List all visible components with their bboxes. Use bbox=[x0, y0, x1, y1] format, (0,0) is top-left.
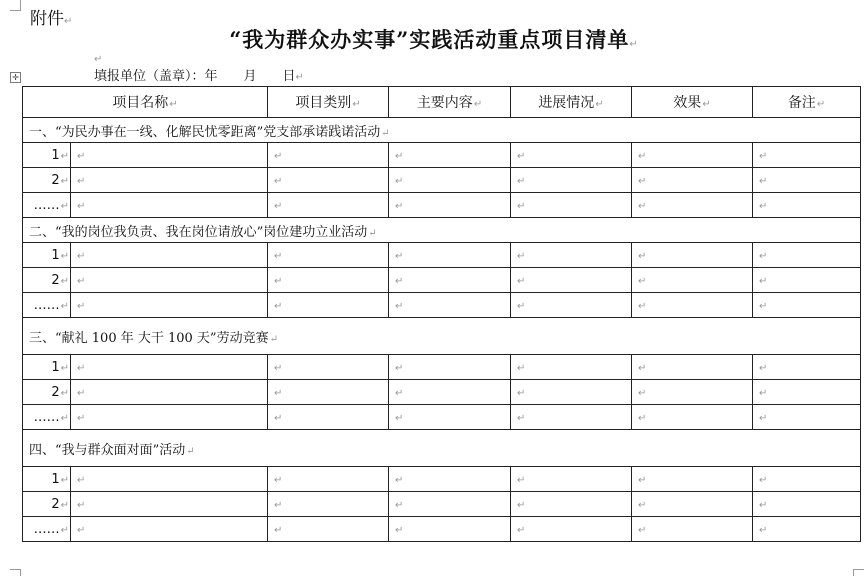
section-row bbox=[23, 218, 861, 243]
table-cell[interactable]: ↵ bbox=[71, 143, 268, 168]
table-cell[interactable]: ↵ bbox=[389, 467, 511, 492]
table-cell[interactable]: ↵ bbox=[632, 193, 753, 218]
row-number: 1↵ bbox=[23, 355, 71, 380]
section-row bbox=[23, 318, 861, 355]
column-header: 进展情况↵ bbox=[511, 87, 632, 118]
table-row bbox=[23, 492, 861, 517]
table-cell[interactable]: ↵ bbox=[753, 293, 861, 318]
table-cell[interactable]: ↵ bbox=[753, 243, 861, 268]
table-row bbox=[23, 268, 861, 293]
table-cell[interactable]: ↵ bbox=[511, 380, 632, 405]
table-cell[interactable]: ↵ bbox=[753, 193, 861, 218]
row-number: ……↵ bbox=[23, 293, 71, 318]
table-cell[interactable]: ↵ bbox=[632, 355, 753, 380]
table-cell[interactable]: ↵ bbox=[511, 268, 632, 293]
row-number: ……↵ bbox=[23, 405, 71, 430]
table-move-handle-icon[interactable]: ✛ bbox=[10, 72, 21, 83]
table-cell[interactable]: ↵ bbox=[632, 168, 753, 193]
section-title: 四、“我与群众面对面”活动↵ bbox=[23, 430, 861, 467]
table-cell[interactable]: ↵ bbox=[511, 143, 632, 168]
table-cell[interactable]: ↵ bbox=[71, 268, 268, 293]
table-cell[interactable]: ↵ bbox=[511, 168, 632, 193]
table-cell[interactable]: ↵ bbox=[632, 293, 753, 318]
table-cell[interactable]: ↵ bbox=[71, 193, 268, 218]
table-cell[interactable]: ↵ bbox=[632, 143, 753, 168]
table-cell[interactable]: ↵ bbox=[268, 268, 389, 293]
table-row bbox=[23, 517, 861, 542]
row-number: 1↵ bbox=[23, 243, 71, 268]
row-number: 1↵ bbox=[23, 467, 71, 492]
table-row bbox=[23, 293, 861, 318]
table-row bbox=[23, 243, 861, 268]
table-cell[interactable]: ↵ bbox=[71, 243, 268, 268]
table-cell[interactable]: ↵ bbox=[71, 492, 268, 517]
table-cell[interactable]: ↵ bbox=[511, 193, 632, 218]
table-cell[interactable]: ↵ bbox=[71, 380, 268, 405]
paragraph-mark: ↵ bbox=[94, 54, 103, 65]
table-cell[interactable]: ↵ bbox=[753, 492, 861, 517]
table-row bbox=[23, 467, 861, 492]
table-cell[interactable]: ↵ bbox=[511, 355, 632, 380]
table-cell[interactable]: ↵ bbox=[268, 405, 389, 430]
table-cell[interactable]: ↵ bbox=[389, 143, 511, 168]
section-title: 二、“我的岗位我负责、我在岗位请放心”岗位建功立业活动↵ bbox=[23, 218, 861, 243]
table-cell[interactable]: ↵ bbox=[268, 168, 389, 193]
table-cell[interactable]: ↵ bbox=[268, 380, 389, 405]
table-cell[interactable]: ↵ bbox=[753, 168, 861, 193]
table-row bbox=[23, 168, 861, 193]
row-number: 2↵ bbox=[23, 492, 71, 517]
table-cell[interactable]: ↵ bbox=[268, 243, 389, 268]
table-cell[interactable]: ↵ bbox=[753, 143, 861, 168]
table-cell[interactable]: ↵ bbox=[268, 467, 389, 492]
row-number: 2↵ bbox=[23, 268, 71, 293]
table-cell[interactable]: ↵ bbox=[511, 243, 632, 268]
page-corner-mark bbox=[853, 569, 864, 576]
table-cell[interactable]: ↵ bbox=[389, 193, 511, 218]
attachment-label: 附件↵ bbox=[30, 9, 73, 29]
project-list-table bbox=[22, 86, 861, 542]
table-cell[interactable]: ↵ bbox=[511, 517, 632, 542]
column-header: 项目类别↵ bbox=[268, 87, 389, 118]
table-cell[interactable]: ↵ bbox=[753, 405, 861, 430]
row-number: 1↵ bbox=[23, 143, 71, 168]
table-cell[interactable]: ↵ bbox=[632, 492, 753, 517]
table-cell[interactable]: ↵ bbox=[632, 405, 753, 430]
table-header-row bbox=[23, 87, 861, 118]
table-cell[interactable]: ↵ bbox=[389, 405, 511, 430]
table-cell[interactable]: ↵ bbox=[753, 467, 861, 492]
table-cell[interactable]: ↵ bbox=[511, 467, 632, 492]
table-cell[interactable]: ↵ bbox=[71, 405, 268, 430]
column-header: 备注↵ bbox=[753, 87, 861, 118]
table-cell[interactable]: ↵ bbox=[511, 405, 632, 430]
table-cell[interactable]: ↵ bbox=[632, 467, 753, 492]
row-number: 2↵ bbox=[23, 380, 71, 405]
row-number: ……↵ bbox=[23, 517, 71, 542]
section-row bbox=[23, 430, 861, 467]
section-title: 一、“为民办事在一线、化解民忧零距离”党支部承诺践诺活动↵ bbox=[23, 118, 861, 143]
table-cell[interactable]: ↵ bbox=[753, 380, 861, 405]
column-header: 主要内容↵ bbox=[389, 87, 511, 118]
table-cell[interactable]: ↵ bbox=[632, 243, 753, 268]
table-cell[interactable]: ↵ bbox=[268, 143, 389, 168]
table-cell[interactable]: ↵ bbox=[632, 268, 753, 293]
table-cell[interactable]: ↵ bbox=[632, 517, 753, 542]
table-cell[interactable]: ↵ bbox=[389, 243, 511, 268]
table-cell[interactable]: ↵ bbox=[389, 293, 511, 318]
table-cell[interactable]: ↵ bbox=[389, 380, 511, 405]
table-cell[interactable]: ↵ bbox=[389, 355, 511, 380]
table-row bbox=[23, 380, 861, 405]
column-header: 效果↵ bbox=[632, 87, 753, 118]
table-cell[interactable]: ↵ bbox=[511, 293, 632, 318]
row-number: 2↵ bbox=[23, 168, 71, 193]
document-title: “我为群众办实事”实践活动重点项目清单↵ bbox=[229, 27, 639, 52]
section-row bbox=[23, 118, 861, 143]
table-row bbox=[23, 143, 861, 168]
page-corner-mark bbox=[10, 569, 21, 576]
table-cell[interactable]: ↵ bbox=[753, 268, 861, 293]
table-cell[interactable]: ↵ bbox=[268, 517, 389, 542]
table-cell[interactable]: ↵ bbox=[71, 293, 268, 318]
table-cell[interactable]: ↵ bbox=[753, 517, 861, 542]
table-row bbox=[23, 355, 861, 380]
column-header: 项目名称↵ bbox=[23, 87, 268, 118]
fill-unit-line: 填报单位（盖章）：年 月 日↵ bbox=[94, 69, 304, 84]
table-cell[interactable]: ↵ bbox=[268, 492, 389, 517]
table-cell[interactable]: ↵ bbox=[389, 517, 511, 542]
table-cell[interactable]: ↵ bbox=[632, 380, 753, 405]
table-cell[interactable]: ↵ bbox=[71, 355, 268, 380]
row-number: ……↵ bbox=[23, 193, 71, 218]
table-cell[interactable]: ↵ bbox=[268, 193, 389, 218]
table-row bbox=[23, 405, 861, 430]
table-cell[interactable]: ↵ bbox=[389, 268, 511, 293]
table-cell[interactable]: ↵ bbox=[389, 492, 511, 517]
table-cell[interactable]: ↵ bbox=[71, 517, 268, 542]
table-cell[interactable]: ↵ bbox=[71, 467, 268, 492]
page-corner-mark bbox=[10, 0, 21, 11]
table-cell[interactable]: ↵ bbox=[511, 492, 632, 517]
table-cell[interactable]: ↵ bbox=[268, 355, 389, 380]
table-cell[interactable]: ↵ bbox=[268, 293, 389, 318]
table-row bbox=[23, 193, 861, 218]
table-cell[interactable]: ↵ bbox=[71, 168, 268, 193]
section-title: 三、“献礼 100 年 大干 100 天”劳动竞赛↵ bbox=[23, 318, 861, 355]
table-cell[interactable]: ↵ bbox=[389, 168, 511, 193]
table-cell[interactable]: ↵ bbox=[753, 355, 861, 380]
